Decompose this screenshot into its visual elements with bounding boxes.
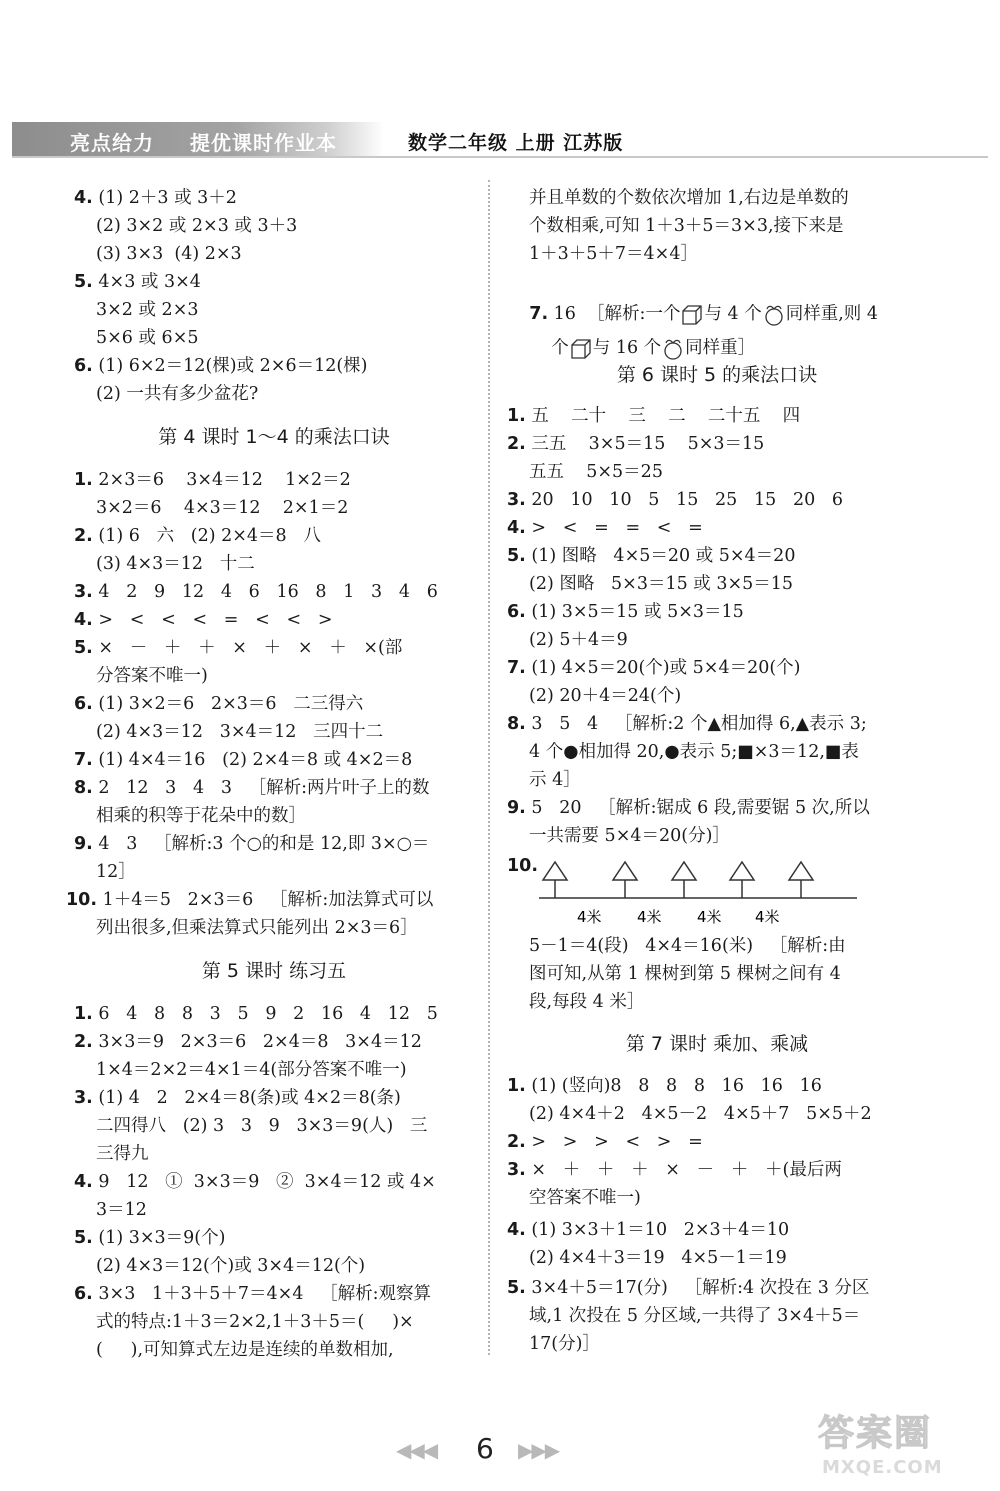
answer-line: (2) 一共有多少盆花? (96, 384, 259, 404)
answer-line: 二四得八 (2) 3 3 9 3×3＝9(人) 三 (96, 1116, 428, 1136)
page-header (12, 122, 988, 156)
answer-line: 1. (1) (竖向)8 8 8 8 16 16 16 (507, 1076, 822, 1096)
answer-line: 12］ (96, 862, 136, 882)
answer-line: 3×2＝6 4×3＝12 2×1＝2 (96, 498, 349, 518)
answer-line: 5. 3×4＋5＝17(分) ［解析:4 次投在 3 分区 (507, 1278, 870, 1298)
section-title-lesson-4: 第 4 课时 1～4 的乘法口诀 (158, 426, 390, 448)
answer-line: (2) 4×3＝12(个)或 3×4＝12(个) (96, 1256, 366, 1276)
answer-line: 8. 3 5 4 ［解析:2 个▲相加得 6,▲表示 3; (507, 714, 867, 734)
answer-line: 4. > < < < = < < > (74, 610, 333, 630)
answer-line: 5. (1) 3×3＝9(个) (74, 1228, 226, 1248)
answer-line: (2) 4×3＝12 3×4＝12 三四十二 (96, 722, 384, 742)
answer-line: 三得九 (96, 1144, 149, 1164)
answer-line: 并且单数的个数依次增加 1,右边是单数的 (529, 188, 849, 208)
answer-line: 3＝12 (96, 1200, 147, 1220)
cube-icon (569, 337, 593, 361)
section-title-lesson-7: 第 7 课时 乘加、乘减 (625, 1033, 809, 1055)
answer-line: 7. (1) 4×4＝16 (2) 2×4＝8 或 4×2＝8 (74, 750, 413, 770)
answer-line: 10. 1＋4＝5 2×3＝6 ［解析:加法算式可以 (66, 890, 434, 910)
answer-line: 4. > < = = < = (507, 518, 703, 538)
tree-diagram (507, 854, 907, 934)
distance-label: 4米 (577, 908, 602, 926)
answer-line: 4. (1) 3×3＋1＝10 2×3＋4＝10 (507, 1220, 790, 1240)
answer-line: 1. 五 二十 三 二 二十五 四 (507, 406, 801, 426)
answer-line: 5×6 或 6×5 (96, 328, 199, 348)
distance-label: 4米 (637, 908, 662, 926)
answer-line: 2. (1) 6 六 (2) 2×4＝8 八 (74, 526, 321, 546)
answer-line: 个数相乘,可知 1＋3＋5＝3×3,接下来是 (529, 216, 844, 236)
answer-line: 相乘的积等于花朵中的数］ (96, 806, 306, 826)
header-title: 提优课时作业本 (190, 131, 337, 155)
answer-line: 3. × ＋ ＋ ＋ × － ＋ ＋(最后两 (507, 1160, 842, 1180)
answer-line: 示 4］ (529, 770, 581, 790)
answer-line: (2) 20＋4＝24(个) (529, 686, 682, 706)
header-rule (12, 156, 988, 158)
answer-line: 7. (1) 4×5＝20(个)或 5×4＝20(个) (507, 658, 801, 678)
answer-line: 列出很多,但乘法算式只能列出 2×3＝6］ (96, 918, 418, 938)
answer-line: 个 与 16 个 同样重］ (529, 312, 755, 385)
peach-icon (661, 337, 685, 361)
tree-4 (730, 862, 754, 898)
answer-line: 3×2 或 2×3 (96, 300, 199, 320)
answer-line: 1×4＝2×2＝4×1＝4(部分答案不唯一) (96, 1060, 407, 1080)
answer-line: 9. 5 20 ［解析:锯成 6 段,需要锯 5 次,所以 (507, 798, 870, 818)
section-title-lesson-5: 第 5 课时 练习五 (201, 960, 347, 982)
answer-line: 3. 20 10 10 5 15 25 15 20 6 (507, 490, 844, 510)
answer-line: 分答案不唯一) (96, 666, 208, 686)
distance-label: 4米 (697, 908, 722, 926)
answer-line: 10. (507, 856, 539, 876)
watermark (800, 1405, 990, 1485)
answer-line: 3. 4 2 9 12 4 6 16 8 1 3 4 6 (74, 582, 438, 602)
answer-line: 6. (1) 3×2＝6 2×3＝6 二三得六 (74, 694, 364, 714)
nav-left-arrows-icon: ◀◀◀ (396, 1438, 437, 1462)
answer-line: (2) 图略 5×3＝15 或 3×5＝15 (529, 574, 794, 594)
answer-line: 五五 5×5＝25 (529, 462, 663, 482)
answer-line: 7. 16 ［解析:一个 与 4 个 同样重,则 4 (507, 278, 878, 351)
answer-line: 式的特点:1＋3＝2×2,1＋3＋5＝( )× (96, 1312, 414, 1332)
answer-line: 6. (1) 6×2＝12(棵)或 2×6＝12(棵) (74, 356, 368, 376)
answer-line: 4 个●相加得 20,●表示 5;■×3＝12,■表 (529, 742, 859, 762)
answer-line: (2) 4×4＋2 4×5－2 4×5＋7 5×5＋2 (529, 1104, 872, 1124)
answer-line: 5. × － ＋ ＋ × ＋ × ＋ ×(部 (74, 638, 403, 658)
watermark-url: MXQE.COM (822, 1457, 943, 1478)
answer-line: 5. (1) 图略 4×5＝20 或 5×4＝20 (507, 546, 796, 566)
tree-2 (613, 862, 637, 898)
answer-line: 图可知,从第 1 棵树到第 5 棵树之间有 4 (529, 964, 841, 984)
answer-line: 空答案不唯一) (529, 1188, 641, 1208)
watermark-logo: 答案圈 (818, 1413, 933, 1454)
answer-line: 2. 3×3＝9 2×3＝6 2×4＝8 3×4＝12 (74, 1032, 422, 1052)
peach-icon (762, 303, 786, 327)
answer-line: 5－1＝4(段) 4×4＝16(米) ［解析:由 (529, 936, 846, 956)
answer-line: 一共需要 5×4＝20(分)］ (529, 826, 730, 846)
answer-line: 4. 9 12 ① 3×3＝9 ② 3×4＝12 或 4× (74, 1172, 436, 1192)
nav-right-arrows-icon: ▶▶▶ (518, 1438, 559, 1462)
section-title-lesson-6: 第 6 课时 5 的乘法口诀 (616, 364, 818, 386)
answer-line: 2. > > > < > = (507, 1132, 703, 1152)
page-number: 6 (476, 1432, 494, 1465)
answer-line: 9. 4 3 ［解析:3 个○的和是 12,即 3×○＝ (74, 834, 430, 854)
answer-line: 4. (1) 2＋3 或 3＋2 (74, 188, 237, 208)
tree-1 (543, 862, 567, 898)
column-divider (488, 180, 490, 1355)
answer-line: 8. 2 12 3 4 3 ［解析:两片叶子上的数 (74, 778, 430, 798)
answer-line: 2. 三五 3×5＝15 5×3＝15 (507, 434, 765, 454)
tree-3 (672, 862, 696, 898)
tree-5 (789, 862, 813, 898)
answer-line: (3) 3×3 (4) 2×3 (96, 244, 242, 264)
answer-line: 1. 6 4 8 8 3 5 9 2 16 4 12 5 (74, 1004, 438, 1024)
answer-line: (2) 5＋4＝9 (529, 630, 628, 650)
header-brand: 亮点给力 (70, 131, 154, 155)
answer-line: 段,每段 4 米］ (529, 992, 645, 1012)
answer-line: (2) 4×4＋3＝19 4×5－1＝19 (529, 1248, 787, 1268)
answer-line: 1. 2×3＝6 3×4＝12 1×2＝2 (74, 470, 351, 490)
distance-label: 4米 (755, 908, 780, 926)
header-subtitle: 数学二年级 上册 江苏版 (408, 132, 624, 154)
answer-line: 域,1 次投在 5 分区域,一共得了 3×4＋5＝ (529, 1306, 861, 1326)
answer-line: (2) 3×2 或 2×3 或 3＋3 (96, 216, 298, 236)
page-number-nav (380, 1432, 620, 1468)
answer-line: (3) 4×3＝12 十二 (96, 554, 255, 574)
answer-line: 6. (1) 3×5＝15 或 5×3＝15 (507, 602, 744, 622)
answer-line: 3. (1) 4 2 2×4＝8(条)或 4×2＝8(条) (74, 1088, 401, 1108)
answer-line: 6. 3×3 1＋3＋5＋7＝4×4 ［解析:观察算 (74, 1284, 432, 1304)
answer-line: 1＋3＋5＋7＝4×4］ (529, 244, 698, 264)
answer-line: 17(分)］ (529, 1334, 600, 1354)
answer-line: ( ),可知算式左边是连续的单数相加, (96, 1340, 394, 1360)
answer-line: 5. 4×3 或 3×4 (74, 272, 201, 292)
